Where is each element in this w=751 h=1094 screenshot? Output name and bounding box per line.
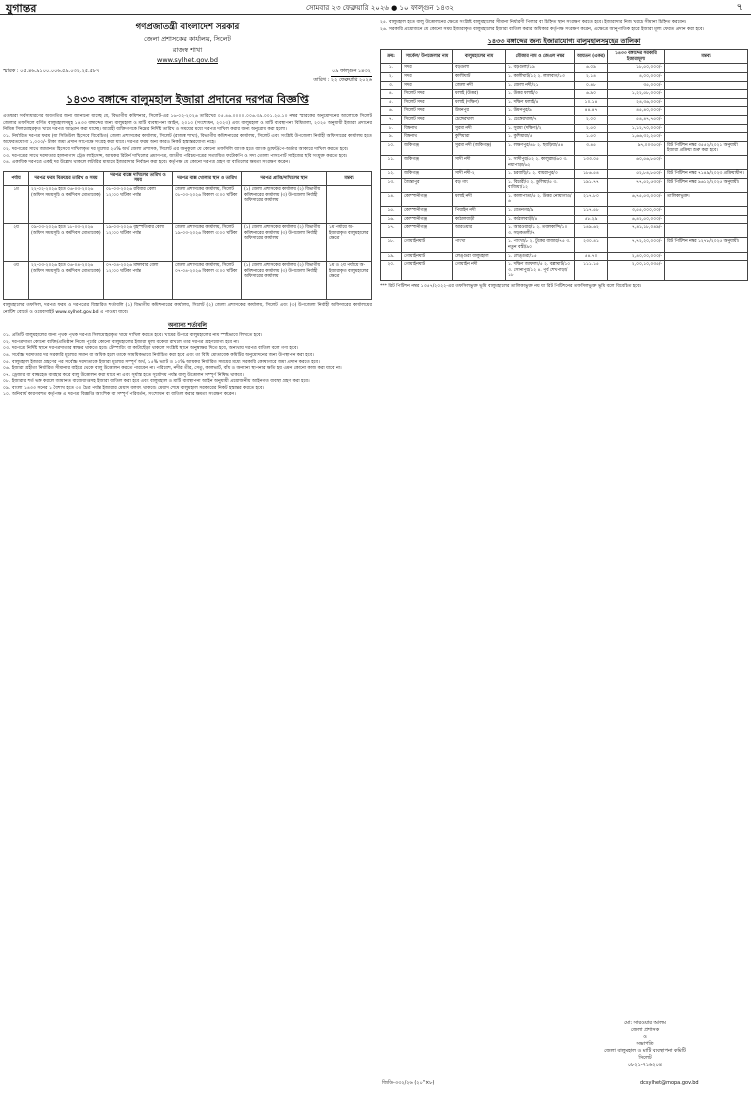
- schedule-row: [4, 261, 372, 299]
- signer-phone: ০৮২১-৭১৬২০৪: [627, 1062, 663, 1068]
- office-website[interactable]: www.sylhet.gov.bd: [157, 56, 218, 64]
- list-cell: ৩.৪৫: [575, 141, 608, 155]
- page-number: ৭: [736, 2, 743, 13]
- list-cell: ৭.: [381, 115, 402, 124]
- newspaper-logo: যুগান্তর: [6, 2, 37, 15]
- schedule-header-row: [4, 171, 372, 185]
- list-cell: সাদী নদী: [453, 155, 506, 169]
- list-cell: ৩,৫৫,০০০,০০/-: [608, 207, 665, 216]
- list-row: [381, 238, 748, 252]
- list-cell: ০.৪৮: [575, 81, 608, 90]
- schedule-header-cell: দরপত্র বাক্সে দাখিলের তারিখ ও সময়: [104, 171, 173, 185]
- list-cell: কোম্পানীগঞ্জ: [402, 215, 453, 224]
- list-cell: ৬,৭৫,৫৩,০০০/-: [608, 192, 665, 206]
- list-cell: ১. পাংখা/৮ ২. টুকের বাজার/৭৫ ৩. নতুন বস্তী/৯০: [506, 238, 575, 252]
- list-cell: ২,৪০,০০,০০০/-: [608, 252, 665, 261]
- website-note: বালুমহালের তফসিল, দরপত্র ফরম ও দরপত্রের বিস্তারিত শর্তাবলি (১) বিভাগীয় কমিশনারের কার্যালয়, সিলেট (২) জেলা প্রশাসকের কার্যালয়, সিলেট এবং (৩) উপজেলা নির্বাহী অফিসারের কার্যালয়ের নোটিশ বোর্ডে ও ওয়েবসাইট www.sylhet.gov.bd এ পাওয়া যাবে।: [3, 302, 372, 315]
- term-item: ০৮. ইজারার শর্ত ভঙ্গ করলে জামানত বাজেয়াপ্তসহ ইজারা বাতিল করা হবে এবং বালুমহাল ও মাটি ব্যবস্থাপনা আইন অনুযায়ী প্রয়োজনীয় আইনগত ব্যবস্থা গ্রহণ করা হবে।: [3, 379, 310, 385]
- list-row: [381, 81, 748, 90]
- newspaper-header: [0, 0, 751, 15]
- memo-date: তারিখ : ০৯ ফাল্গুন ১৪৩২ ২২ ফেব্রুয়ারি ২০২৬: [313, 68, 372, 83]
- list-header-cell: বালুমহালের নাম: [453, 50, 506, 64]
- list-cell: সুরমা নদী (জকিগঞ্জ): [453, 141, 506, 155]
- list-row: [381, 215, 748, 224]
- list-cell: ২৩০.৪১: [575, 238, 608, 252]
- list-cell: গোয়াইনঘাট: [402, 252, 453, 261]
- list-row: [381, 124, 748, 133]
- list-cell: [665, 215, 748, 224]
- list-cell: রিট পিটিশন নম্বর ১২৭৮/২০২৫ অনুযায়ী।: [665, 238, 748, 252]
- memo-line: [3, 68, 372, 85]
- list-cell: ১,২২,৫৮,০০০/-: [608, 90, 665, 99]
- list-cell: ২০.: [381, 261, 402, 281]
- list-cell: ১৩.: [381, 178, 402, 192]
- list-cell: ৫.: [381, 98, 402, 107]
- schedule-cell: ২য়: [4, 223, 29, 261]
- schedule-cell: ১ম ও ২য় পর্যায়ে অ-ইজারাকৃত বালুমহালের ক্ষেত্রে: [327, 261, 372, 299]
- schedule-cell: ৩য়: [4, 261, 29, 299]
- list-cell: ৬০,৫৬,৮৫০/-: [608, 155, 665, 169]
- list-cell: কুশিয়ারা: [453, 133, 506, 142]
- schedule-cell: ২২-০৩-২০২৬ হতে ০৬-০৪-২০২৬ (অফিস সময়সূচি ও কর্মদিবস মোতাবেক): [29, 261, 104, 299]
- list-row: [381, 261, 748, 281]
- sand-quarry-table: [380, 49, 748, 281]
- list-cell: সাদী নদী-২: [453, 170, 506, 179]
- list-cell: [665, 72, 748, 81]
- list-cell: ১১.: [381, 155, 402, 169]
- list-cell: [665, 252, 748, 261]
- schedule-header-cell: মন্তব্য: [327, 171, 372, 185]
- list-cell: [665, 124, 748, 133]
- item-2: ০২. দরপত্রের সাথে জামানত হিসেবে দাখিলকৃত দর মূল্যের ২৫% অর্থ জেলা প্রশাসক, সিলেট এর অনুকূলে যে কোনো তফসিলি ব্যাংক হতে ব্যাংক ড্রাফট/পে-অর্ডার আকারে দাখিল করতে হবে।: [3, 146, 349, 152]
- term-item: ০৩. দরপত্রে নির্দিষ্ট স্থানে দরপত্রদাতার স্বাক্ষর থাকতে হবে। টেম্পারিং বা কাটাছেঁড়া থাকলে সংশ্লিষ্ট স্থানে অনুস্বাক্ষর দিতে হবে, অন্যথায় দরপত্র বাতিল বলে গণ্য হবে।: [3, 346, 299, 352]
- term-item: ০১. প্রতিটি বালুমহালের জন্য পৃথক পৃথক দরপত্র সিলমোহরকৃত খামে দাখিল করতে হবে। খামের উপরে বালুমহালের নাম স্পষ্টভাবে লিখতে হবে।: [3, 333, 263, 339]
- list-cell: ৮.: [381, 124, 402, 133]
- government-name: গণপ্রজাতন্ত্রী বাংলাদেশ সরকার: [135, 22, 240, 32]
- list-cell: চেঙ্গেরখাল: [453, 115, 506, 124]
- signer-title-2: সভাপতি: [636, 1041, 654, 1047]
- list-cell: জৈন্তাপুর: [402, 178, 453, 192]
- schedule-cell: (১) জেলা প্রশাসকের কার্যালয় (২) বিভাগীয় কমিশনারের কার্যালয় (৩) উপজেলা নির্বাহী অফিসারের কার্যালয়: [242, 185, 327, 223]
- list-row: [381, 90, 748, 99]
- list-row: [381, 107, 748, 116]
- list-cell: ১. চরবাড়ি/১ ২. বায়রাপুর/৩: [506, 170, 575, 179]
- list-cell: সিলেট সদর: [402, 98, 453, 107]
- schedule-cell: ০৯-০৩-২০২৬ হতে ১৮-০৩-২০২৬ (অফিস সময়সূচি ও কর্মদিবস মোতাবেক): [29, 223, 104, 261]
- list-cell: ১. উমনপুর/৯: [506, 107, 575, 116]
- list-cell: বড়গুলা: [453, 64, 506, 73]
- list-cell: ৯.: [381, 133, 402, 142]
- list-cell: ১. লক্ষণপুর/৪৮ ২. ছবড়িয়া/৫৪: [506, 141, 575, 155]
- term-item: ১০. অনিবার্য কারণবশত কর্তৃপক্ষ এ দরপত্র বিজ্ঞপ্তি আংশিক বা সম্পূর্ণ পরিবর্তন, সংশোধন বা বাতিল করার ক্ষমতা সংরক্ষণ করেন।: [3, 392, 236, 398]
- list-cell: ৪.: [381, 90, 402, 99]
- signer-committee: জেলা বালুমহাল ও মাটি ব্যবস্থাপনা কমিটি: [604, 1048, 686, 1054]
- schedule-header-cell: দরপত্র ফরম বিক্রয়ের তারিখ ও সময়: [29, 171, 104, 185]
- list-cell: ১. কালীঘাট/১২ ২. লালবাগ/১৩: [506, 72, 575, 81]
- list-cell: ১৭.: [381, 224, 402, 238]
- list-row: [381, 170, 748, 179]
- list-row: [381, 64, 748, 73]
- date-bangla: ০৯ ফাল্গুন ১৪৩২: [331, 68, 372, 77]
- list-cell: কোম্পানীগঞ্জ: [402, 224, 453, 238]
- list-cell: রিট পিটিশন নম্বর ৩৫৫২/২০২১ অনুযায়ী ইজারা প্রক্রিয়া শুরু করা হবে।: [665, 141, 748, 155]
- list-cell: পাংখা: [453, 238, 506, 252]
- list-cell: কোম্পানীগঞ্জ: [402, 192, 453, 206]
- list-cell: ১৫.: [381, 207, 402, 216]
- list-cell: ১৪৯.৬২: [575, 224, 608, 238]
- term-item: ০৯. বাংলা ১৪৩৩ সনের ১ বৈশাখ হতে ৩০ চৈত্র পর্যন্ত ইজারার মেয়াদ বলবৎ থাকবে। মেয়াদ শেষে বালুমহাল সরকারের নিকট হস্তান্তর করতে হবে।: [3, 385, 265, 391]
- list-cell: ১৬.: [381, 215, 402, 224]
- list-cell: ১.৫০: [575, 133, 608, 142]
- list-cell: [665, 115, 748, 124]
- list-cell: ৭,৪১,১৮,০৪৯/-: [608, 224, 665, 238]
- list-row: [381, 252, 748, 261]
- list-cell: সদর: [402, 81, 453, 90]
- schedule-cell: ১৯-০৩-২০২৬ বৃহস্পতিবার বেলা ১২:০০ ঘটিকা পর্যন্ত: [104, 223, 173, 261]
- list-cell: পিয়াইন নদী: [453, 207, 506, 216]
- signer-and: ও: [643, 1034, 647, 1040]
- list-cell: ২,০০,১০,০৩৫/-: [608, 261, 665, 281]
- list-cell: জকিগঞ্জ: [402, 170, 453, 179]
- memo-number: স্মারক : ০৫.৪৬.৯১০০.০০৬.৫৯.০৩২.২৫.৫৮৭: [3, 68, 100, 74]
- schedule-cell: জেলা প্রশাসকের কার্যালয়, সিলেট ০৮-০৩-২০২৬ বিকাল ৩:০০ ঘটিকা: [173, 185, 242, 223]
- list-cell: ৫৮.২৯: [575, 215, 608, 224]
- schedule-table: [3, 171, 372, 300]
- list-cell: ২.৫০: [575, 124, 608, 133]
- list-cell: [665, 107, 748, 116]
- list-cell: ১. লেঙ্গুরা/১৫: [506, 252, 575, 261]
- schedule-cell: ০৭-০৪-২০২৬ মঙ্গলবার বেলা ১২:০০ ঘটিকা পর্যন্ত: [104, 261, 173, 299]
- list-note: *** রিট পিটিশন নম্বর ১৩৫৭/২০২২-এর তফসিলভুক্ত ভূমি বালুমহালের তালিকাভুক্ত নয় যা রিট পিটিশনের তফসিলভুক্ত ভূমি বলে বিবেচিত হবে।: [380, 284, 642, 289]
- schedule-cell: (১) জেলা প্রশাসকের কার্যালয় (২) বিভাগীয় কমিশনারের কার্যালয় (৩) উপজেলা নির্বাহী অফিসারের কার্যালয়: [242, 261, 327, 299]
- list-cell: সুরমা নদী: [453, 124, 506, 133]
- intro-paragraph: এতদ্বারা সর্বসাধারণের অবগতির জন্য জানানো যাচ্ছে যে, বিভাগীয় কমিশনার, সিলেট-এর ১৬-০২-২০২৬ তারিখের ০৫.৪৬.০০০০.০০৬.৩৯.০০১.২৫.১০ নম্বর স্মারকের অনুমোদনের আলোকে সিলেট জেলার তফসিলে বর্ণিত বালুমহালসমূহ ১৪৩৩ বঙ্গাব্দের জন্য বালুমহাল ও মাটি ব্যবস্থাপনা আইন, ২০১০ (সংশোধন, ২০২৩) এবং বালুমহাল ও মাটি ব্যবস্থাপনা বিধিমালা, ২০২৫ অনুযায়ী ইজারা প্রদানের নিমিত্ত সিলমোহরকৃত খামে দরপত্র আহ্বান করা যাচ্ছে। আগ্রহী ব্যক্তিগণকে নিম্নের নির্দিষ্ট তারিখ ও সময়ের মধ্যে দরপত্র দাখিল করার জন্য অনুরোধ করা হলো।: [3, 114, 372, 133]
- list-cell: জকিগঞ্জ: [402, 155, 453, 169]
- list-cell: [665, 155, 748, 169]
- list-header-cell: সার্কেল/ উপজেলার নাম: [402, 50, 453, 64]
- schedule-cell: জেলা প্রশাসকের কার্যালয়, সিলেট ০৭-০৪-২০২৬ বিকাল ৩:০০ ঘটিকা: [173, 261, 242, 299]
- list-cell: ১৮৬.৫৪: [575, 170, 608, 179]
- list-cell: গোয়াইনঘাট: [402, 261, 453, 281]
- list-cell: ১. দক্ষিণ জাফলং/৫ ২. বল্লাঘাট/১০ ৩. সোনাপুর/১২ ৪. পূর্ব শেখপাড়া/১৮: [506, 261, 575, 281]
- list-cell: সদর: [402, 72, 453, 81]
- list-cell: ৫৪.৭০: [575, 252, 608, 261]
- list-cell: ৭,৭২,২০,০০০/-: [608, 238, 665, 252]
- list-cell: ১. উত্তর ধলাই/৩: [506, 90, 575, 99]
- schedule-cell: [327, 185, 372, 223]
- list-cell: ১০.: [381, 141, 402, 155]
- schedule-row: [4, 223, 372, 261]
- schedule-cell: ১ম: [4, 185, 29, 223]
- list-cell: ১১৭.৫৮: [575, 207, 608, 216]
- list-cell: ১. বেতনগর/৯: [506, 207, 575, 216]
- list-cell: ১. আরওয়ার/১ ২. তবলকান্দি/১০ ৩. সড়কতলী/৭: [506, 224, 575, 238]
- schedule-cell: ০৮-০৩-২০২৬ রবিবার বেলা ১২:০০ ঘটিকা পর্যন্ত: [104, 185, 173, 223]
- list-cell: ১. সাদীপুর/৫২ ২. কালুরাম/৬০ ৩. নয়াপাড়া/৬২: [506, 155, 575, 169]
- list-cell: ২৪,৩৬,০০০/-: [608, 98, 665, 107]
- list-cell: তালিকাভুক্ত।: [665, 192, 748, 206]
- list-header-cell: ১৪৩৩ বঙ্গাব্দের সরকারি ইজারামূল্য: [608, 50, 665, 64]
- list-header-cell: ক্রম:: [381, 50, 402, 64]
- issue-date: সোমবার ২৩ ফেব্রুয়ারি ২০২৬ ● ১০ ফাল্গুন ১৪৩২: [306, 4, 454, 12]
- list-cell: [665, 98, 748, 107]
- list-cell: ৩৫,০০০/-: [608, 81, 665, 90]
- signer-place: সিলেট: [638, 1055, 652, 1061]
- list-cell: ১. সুরমা (দক্ষিণ)/২: [506, 124, 575, 133]
- list-cell: ১৪.: [381, 192, 402, 206]
- terms-title: অন্যান্য শর্তাবলি: [168, 322, 207, 330]
- list-cell: ২.: [381, 72, 402, 81]
- list-cell: ১৮.: [381, 238, 402, 252]
- list-cell: ১৩৩.০৫: [575, 155, 608, 169]
- list-cell: ১৯১.৭৭: [575, 178, 608, 192]
- list-cell: জেলা নদী: [453, 81, 506, 90]
- term-item: ২৫. বালুমহাল হতে বালু উত্তোলনের ক্ষেত্রে সংশ্লিষ্ট বালুমহালের সীমানা নির্ধারণী পিলার বা চিহ্নিত স্থান সংরক্ষণ করতে হবে। ইজারাদার নিজ খরচে সীমানা চিহ্নিত করবেন।: [380, 20, 687, 25]
- right-column: [380, 20, 748, 290]
- list-cell: ১.: [381, 64, 402, 73]
- list-cell: [665, 133, 748, 142]
- office-name: জেলা প্রশাসকের কার্যালয়, সিলেট: [144, 35, 231, 43]
- list-row: [381, 72, 748, 81]
- list-cell: রিট পিটিশন নম্বর ৯৬১২/২০২৫ অনুযায়ী।: [665, 178, 748, 192]
- list-cell: গোয়াইন নদী: [453, 261, 506, 281]
- list-cell: ১. দক্ষিণ ধলাই/৪: [506, 98, 575, 107]
- list-cell: ৪৪.৪৭: [575, 107, 608, 116]
- list-cell: ৬,৪২,৫০,০০০/-: [608, 215, 665, 224]
- list-header-cell: মৌজার নাম ও জেএল নম্বর: [506, 50, 575, 64]
- list-cell: ৪৫,৪০,০০০/-: [608, 107, 665, 116]
- list-cell: ৯৭,০০৩৫০/-: [608, 141, 665, 155]
- list-cell: সিলেট সদর: [402, 90, 453, 99]
- list-cell: সিলেট সদর: [402, 107, 453, 116]
- list-cell: ১. কুশিয়ারা/৫: [506, 133, 575, 142]
- list-cell: ধলাই নদী: [453, 192, 506, 206]
- list-cell: ১. চেঙ্গেরখাল/৭: [506, 115, 575, 124]
- list-cell: ৩.: [381, 81, 402, 90]
- list-cell: ২১৭.৮০: [575, 192, 608, 206]
- list-cell: সদর: [402, 64, 453, 73]
- list-cell: [665, 81, 748, 90]
- term-item: ২৬. সরকারি প্রয়োজনে যে কোনো সময় ইজারাকৃত বালুমহালের ইজারা বাতিল করার অধিকার কর্তৃপক্ষ সংরক্ষণ করেন, এক্ষেত্রে আনুপাতিক হারে ইজারা মূল্য ফেরত প্রদান করা হবে।: [380, 26, 705, 32]
- list-cell: সিলেট সদর: [402, 115, 453, 124]
- list-cell: ৬.৯০: [575, 90, 608, 99]
- list-cell: গোয়াইনঘাট: [402, 238, 453, 252]
- list-row: [381, 141, 748, 155]
- list-cell: বিশ্বনাথ: [402, 124, 453, 133]
- list-cell: আরওয়ার: [453, 224, 506, 238]
- term-item: ০৪. সর্বোচ্চ দরদাতার দর সরকারি মূল্যের সমান বা অধিক হলে তাকে সাময়িকভাবে নির্বাচিত করা হবে এবং তা বিধি মোতাবেক কমিটির অনুমোদনের জন্য উপস্থাপন করা হবে।: [3, 352, 314, 358]
- list-cell: কাঠালবাড়ী: [453, 215, 506, 224]
- date-english: ২২ ফেব্রুয়ারি ২০২৬: [330, 77, 372, 83]
- list-cell: জকিগঞ্জ: [402, 141, 453, 155]
- list-cell: ১. বিচারী/৩ ২. ডুলিয়া/৫ ৩. বাজিয়া/১২: [506, 178, 575, 192]
- list-cell: রিট পিটিশন নম্বর ৭১৪৯/২০২৩ প্রক্রিয়াধীন।: [665, 170, 748, 179]
- list-cell: ১০.১৪: [575, 98, 608, 107]
- item-1: ০১. নির্ধারিত দরপত্র ফরম (যা সিডিউল হিসেবে বিবেচিত) জেলা প্রশাসকের কার্যালয়, সিলেট (রাজস্ব শাখা), বিভাগীয় কমিশনারের কার্যালয়, সিলেট এবং সংশ্লিষ্ট উপজেলা নির্বাহী অফিসারের কার্যালয় হতে অফেরতযোগ্য ১,০০০/- টাকা জমা প্রদান সাপেক্ষে সংগ্রহ করা যাবে। দরপত্র ফরম অন্য কারও নিকট হস্তান্তরযোগ্য নহে।: [3, 133, 372, 146]
- list-cell: ধলাই (উত্তর): [453, 90, 506, 99]
- list-cell: [665, 90, 748, 99]
- list-row: [381, 115, 748, 124]
- ad-code: জিডি-৩৩২/২৬ (২০"×৮): [382, 1080, 435, 1086]
- list-cell: ১. জেলা নদী/২১: [506, 81, 575, 90]
- list-cell: ১,৬৬,৩২,২৫০/-: [608, 133, 665, 142]
- list-row: [381, 192, 748, 206]
- schedule-header-cell: দরপত্র প্রাপ্তি/দাখিলের স্থান: [242, 171, 327, 185]
- list-body: [381, 64, 748, 281]
- schedule-cell: জেলা প্রশাসকের কার্যালয়, সিলেট ১৯-০৩-২০২৬ বিকাল ৩:০০ ঘটিকা: [173, 223, 242, 261]
- schedule-row: [4, 185, 372, 223]
- list-row: [381, 178, 748, 192]
- list-cell: বিশ্বনাথ: [402, 133, 453, 142]
- item-3: ০৩. দরপত্রের সাথে দরদাতার হালনাগাদ ট্রেড লাইসেন্স, আয়কর রিটার্ন দাখিলের প্রমাণপত্র, জাতীয় পরিচয়পত্রের সত্যায়িত ফটোকপি ও সদ্য তোলা পাসপোর্ট সাইজের ছবি সংযুক্ত করতে হবে।: [3, 153, 348, 159]
- list-cell: বড় গাং: [453, 178, 506, 192]
- list-cell: লেঙ্গুরা বালুমহাল: [453, 252, 506, 261]
- term-item: ০৭. ড্রেজার বা বাল্কহেড ব্যবহার করে বালু উত্তোলন করা যাবে না এবং সূর্যাস্ত হতে সূর্যোদয় পর্যন্ত বালু উত্তোলন সম্পূর্ণ নিষিদ্ধ থাকবে।: [3, 372, 244, 378]
- signer-title: জেলা প্রশাসক: [630, 1027, 660, 1033]
- list-cell: কালীঘাট: [453, 72, 506, 81]
- list-cell: ১২.: [381, 170, 402, 179]
- list-cell: ১৮,৫০,০০০/-: [608, 64, 665, 73]
- list-cell: ১. কালাপাতা/৫ ২. উত্তর নোয়াগাও/৬: [506, 192, 575, 206]
- list-cell: [665, 224, 748, 238]
- left-column: [3, 20, 372, 399]
- list-cell: ২.০০: [575, 115, 608, 124]
- list-cell: ৭৭,৫২,৫৩০/-: [608, 178, 665, 192]
- schedule-cell: ১ম পর্যায়ে অ-ইজারাকৃত বালুমহালের ক্ষেত্রে: [327, 223, 372, 261]
- signature-block: [560, 1020, 730, 1069]
- list-cell: ১. বড়গুলা/১৯: [506, 64, 575, 73]
- signer-email[interactable]: dcsylhet@mopa.gov.bd: [640, 1080, 699, 1086]
- list-cell: [665, 207, 748, 216]
- list-row: [381, 155, 748, 169]
- schedule-header-cell: পর্যায়: [4, 171, 29, 185]
- list-cell: ৫৪,৪৭,৭৫০/-: [608, 115, 665, 124]
- list-cell: উমনপুর: [453, 107, 506, 116]
- item-4: ০৪. একাধিক দরপত্রে একই দর উল্লেখ থাকলে লটারির মাধ্যমে ইজারাদার নির্বাচন করা হবে। কর্তৃপক্ষ যে কোনো দরপত্র গ্রহণ বা বাতিলের ক্ষমতা সংরক্ষণ করেন।: [3, 160, 290, 166]
- list-row: [381, 133, 748, 142]
- list-cell: ১৯.: [381, 252, 402, 261]
- list-cell: ১,১২,৭০,০০০/-: [608, 124, 665, 133]
- schedule-cell: (১) জেলা প্রশাসকের কার্যালয় (২) বিভাগীয় কমিশনারের কার্যালয় (৩) উপজেলা নির্বাহী অফিসারের কার্যালয়: [242, 223, 327, 261]
- list-cell: ২.১৪: [575, 72, 608, 81]
- branch-name: রাজস্ব শাখা: [172, 46, 203, 54]
- schedule-cell: ২২-০২-২০২৬ হতে ০৬-০৩-২০২৬ (অফিস সময়সূচি ও কর্মদিবস মোতাবেক): [29, 185, 104, 223]
- notice-title: ১৪৩৩ বঙ্গাব্দে বালুমহাল ইজারা প্রদানের দরপত্র বিজ্ঞপ্তি: [66, 93, 309, 106]
- list-header-cell: মন্তব্য: [665, 50, 748, 64]
- term-item: ০৬. ইজারা গ্রহীতা নির্ধারিত সীমানার বাইরে থেকে বালু উত্তোলন করতে পারবেন না। পরিবেশ, নদীর তীর, সেতু, কালভার্ট, বাঁধ ও অন্যান্য স্থাপনার ক্ষতি হয় এমন কোনো কাজ করা যাবে না।: [3, 366, 342, 372]
- schedule-header-cell: দরপত্র বাক্স খোলার স্থান ও তারিখ: [173, 171, 242, 185]
- list-cell: [665, 261, 748, 281]
- list-header-row: [381, 50, 748, 64]
- list-cell: ধলাই (দক্ষিণ): [453, 98, 506, 107]
- list-cell: ৫২,৮৪,৮৫০/-: [608, 170, 665, 179]
- list-cell: ১. কাঠালবাড়ী/৪: [506, 215, 575, 224]
- list-header-cell: আয়তন (একর): [575, 50, 608, 64]
- list-cell: [665, 64, 748, 73]
- list-cell: ৪,০০,০০০/-: [608, 72, 665, 81]
- list-cell: ৬.: [381, 107, 402, 116]
- list-title: ১৪৩৩ বঙ্গাব্দের জন্য ইজারাযোগ্য বালুমহালসমূহের তালিকা: [487, 37, 641, 46]
- signer-name: মো: সারওয়ার আলম: [624, 1020, 666, 1026]
- list-cell: ১১১.১৫: [575, 261, 608, 281]
- list-row: [381, 224, 748, 238]
- list-cell: কোম্পানীগঞ্জ: [402, 207, 453, 216]
- term-item: ০৫. বালুমহাল ইজারা গ্রহণের পর সর্বোচ্চ দরদাতাকে ইজারা মূল্যের সম্পূর্ণ অর্থ, ১৫% ভ্যাট ও ১০% আয়কর নির্ধারিত সময়ের মধ্যে সরকারি কোষাগারে জমা প্রদান করতে হবে।: [3, 359, 320, 365]
- list-row: [381, 207, 748, 216]
- list-cell: ৬.০৯: [575, 64, 608, 73]
- list-row: [381, 98, 748, 107]
- term-item: ০২. দরপত্রদাতা কোনো ব্যক্তি/প্রতিষ্ঠান নিজে পূর্বের কোনো বালুমহালের ইজারা মূল্য বকেয়া রাখলে তার দরপত্র গ্রহণযোগ্য হবে না।: [3, 339, 240, 345]
